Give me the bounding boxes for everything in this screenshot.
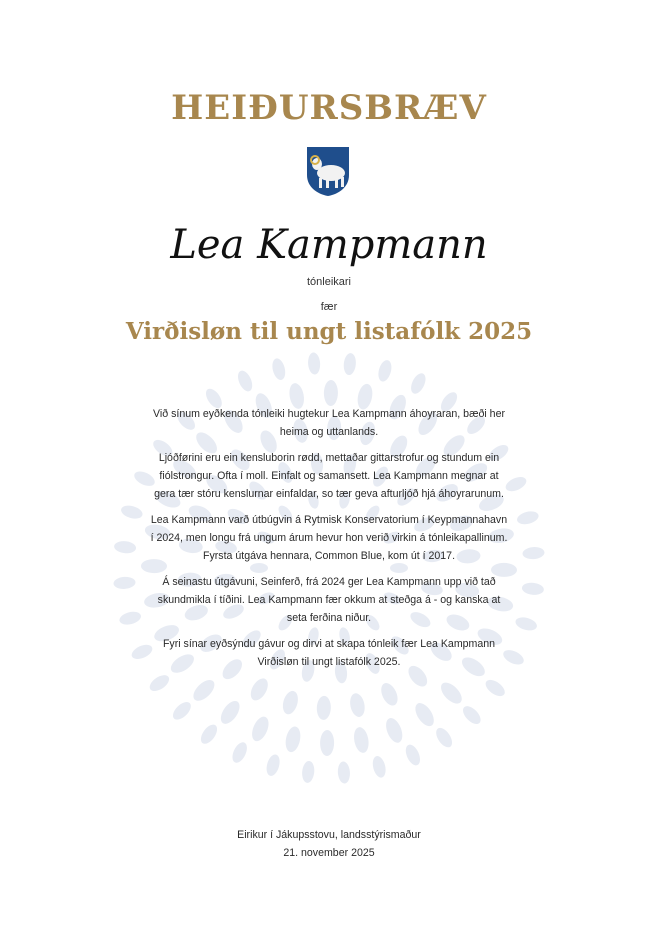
burst-petal [383,716,406,745]
burst-petal [516,509,540,526]
recipient-name: Lea Kampmann [170,222,488,268]
burst-petal [217,698,243,727]
citation-paragraph: Við sínum eyðkenda tónleiki hugtekur Lea Kampmann áhoyraran, bæði her heima og uttanlands. [153,408,505,438]
burst-petal [437,679,465,707]
burst-petal [170,699,194,723]
recipient-role: tónleikari [306,276,352,288]
citation-paragraph: Á seinastu útgávuni, Seinferð, frá 2024 ger Lea Kampmann upp við tað skundmikla í tíðini. Lea Kampmann fær okkum at steðga á - og kanska at seta ferðina niður. [157,576,501,624]
burst-petal [514,615,538,633]
burst-petal [283,725,302,753]
burst-petal [230,740,250,765]
citation-paragraph: Fyri sínar eyðsýndu gávur og dirvi at skapa tónleik fær Lea Kampmann Virðisløn til ungt listafólk 2025. [162,638,496,668]
burst-petal [114,540,137,554]
burst-petal [378,680,401,708]
burst-petal [343,353,357,376]
connector-word: fær [320,301,338,313]
burst-petal [113,576,136,590]
burst-petal [376,359,394,383]
burst-petal [522,546,545,560]
page-title: HEIÐURSBRÆV [171,88,487,128]
burst-petal [198,722,221,747]
burst-petal [352,726,371,754]
award-title: Virðisløn til ungt listafólk 2025 [125,318,533,345]
citation-paragraph: Lea Kampmann varð útbúgvin á Rytmisk Konservatorium í Keypmannahavn í 2024, men longu frá ungum árum hevur hon verið virkin á tónleikapallinum. Fyrsta útgáva hennara, Common Blue, kom út í 2017. [150,514,508,562]
burst-petal [403,743,423,768]
burst-petal [324,380,338,406]
burst-petal [483,677,508,700]
burst-petal [247,676,271,704]
burst-petal [235,369,255,394]
burst-petal [348,692,367,718]
citation-text [150,405,508,679]
burst-petal [408,371,428,396]
burst-petal [264,753,282,777]
burst-petal [120,503,144,521]
burst-petal [460,703,484,727]
burst-petal [307,352,321,375]
burst-petal [316,696,331,720]
burst-petal [301,760,315,783]
signer-name: Eirikur í Jákupsstovu, landsstýrismaður [237,829,421,841]
burst-petal [249,714,272,743]
burst-petal [433,725,455,750]
citation-paragraph: Ljóðførini eru ein kensluborin rødd, mettaðar gittarstrofur og stundum ein fiólstrongur. Ofta í moll. Einfalt og samansett. Lea Kampmann megnar at gera tær stóru kenslurnar einfaldar, so tær geva afturljóð hjá áhoyrarunum. [154,452,504,500]
burst-petal [320,730,334,756]
ram-coat-of-arms-icon [305,145,351,197]
burst-petal [371,755,388,779]
burst-petal [270,357,287,381]
burst-petal [118,610,142,627]
signature-date: 21. november 2025 [283,847,375,859]
burst-petal [280,689,300,716]
signature-block [0,826,658,862]
burst-petal [412,700,438,729]
burst-petal [521,582,544,596]
burst-petal [337,761,351,784]
burst-petal [190,676,218,704]
